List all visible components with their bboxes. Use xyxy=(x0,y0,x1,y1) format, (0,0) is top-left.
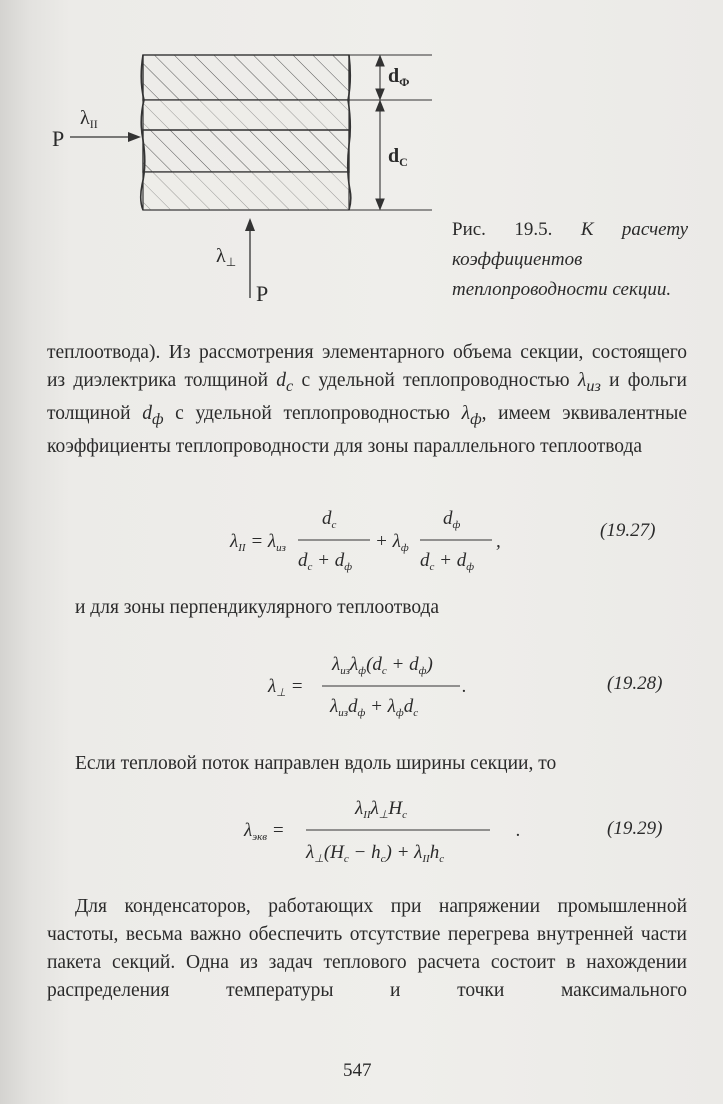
svg-text:λIIλ⊥Hc: $\lambda_{II}\lambda_\perp H_c$ xyxy=(355,798,408,821)
equation-number-19-28: (19.28) xyxy=(607,673,663,694)
paragraph-2: и для зоны перпендикулярного теплоотвода xyxy=(75,597,440,618)
svg-text:dф: $d_ф$ xyxy=(443,508,461,531)
equation-19-29-body xyxy=(243,798,521,865)
lambda-perp-label: $\lambda_\perp$ xyxy=(216,245,237,269)
svg-text:λ⊥(Hc − hc) + λIIhc: $\lambda_\perp(H_c - h_c) + \lambda_{II}h_c$ xyxy=(306,842,445,865)
svg-text:λII = λиз: $\lambda_{II} = \lambda_{из}$ xyxy=(230,531,286,554)
svg-text:λ⊥ =: $\lambda_\perp$ = xyxy=(268,676,304,699)
p-left-label: P xyxy=(52,126,65,151)
svg-text:λизdф + λфdc: $\lambda_{из}d_ф + \lambda_фd_c$ xyxy=(330,696,419,719)
svg-text:λизλф(dc + dф): $\lambda_{из}\lambda_ф(d_c + d_ф)$ xyxy=(332,654,433,677)
d-f-label: $d_Ф$ xyxy=(388,65,410,89)
caption-number: Рис. 19.5. xyxy=(452,219,553,240)
arrow-parallel xyxy=(70,132,141,142)
symbol-lambda-iz: $\lambda_{из}$ xyxy=(577,370,601,395)
svg-text:,: , xyxy=(496,531,501,552)
figure-caption xyxy=(452,215,688,305)
svg-text:dc: $d_c$ xyxy=(322,508,337,531)
symbol-dc: $d_c$ xyxy=(276,370,294,395)
equation-number-19-27: (19.27) xyxy=(600,520,656,541)
symbol-df: $d_ф$ xyxy=(142,402,164,428)
svg-text:+ λф: + $\lambda_ф$ xyxy=(375,531,409,554)
svg-text:λэкв =: $\lambda_{экв}$ = xyxy=(244,820,285,843)
equation-19-28-body xyxy=(267,654,467,719)
d-c-label: $d_C$ xyxy=(388,145,408,169)
equation-number-19-29: (19.29) xyxy=(607,818,663,839)
page-number: 547 xyxy=(343,1060,372,1081)
svg-text:.: . xyxy=(516,820,521,841)
paragraph-3: Если тепловой поток направлен вдоль ширины секции, то xyxy=(75,753,557,774)
svg-text:.: . xyxy=(462,676,467,697)
svg-text:dc + dф: $d_c + d_ф$ xyxy=(420,550,475,573)
svg-text:dc + dф: $d_c + d_ф$ xyxy=(298,550,353,573)
section-layers xyxy=(141,55,351,210)
paragraph-4: Для конденсаторов, работающих при напряжении промышленной частоты, весьма важно обеспечить отсутствие перегрева внутренней части пакета секций. Одна из задач теплового расчета состоит в нахождении распределения температуры и точки максимального xyxy=(47,896,687,1001)
caption-text: К расчету коэффициентов теплопроводности секции. xyxy=(452,219,689,300)
symbol-lambda-f: $\lambda_ф$ xyxy=(461,402,482,428)
paragraph-1: теплоотвода). Из рассмотрения элементарного объема секции, состоящего из диэлектрика толщиной $d_c$ с удельной теплопроводностью $\lambda_{из}$ и фольги толщиной $d_ф$ с удельной теплопроводностью $\lambda_ф$, имеем эквивалентные коэффициенты теплопроводности для зоны параллельного теплоотвода xyxy=(47,342,687,457)
lambda-parallel-label: $\lambda_{II}$ xyxy=(80,107,98,131)
arrow-perpendicular xyxy=(245,218,255,298)
p-bottom-label: P xyxy=(256,281,269,306)
